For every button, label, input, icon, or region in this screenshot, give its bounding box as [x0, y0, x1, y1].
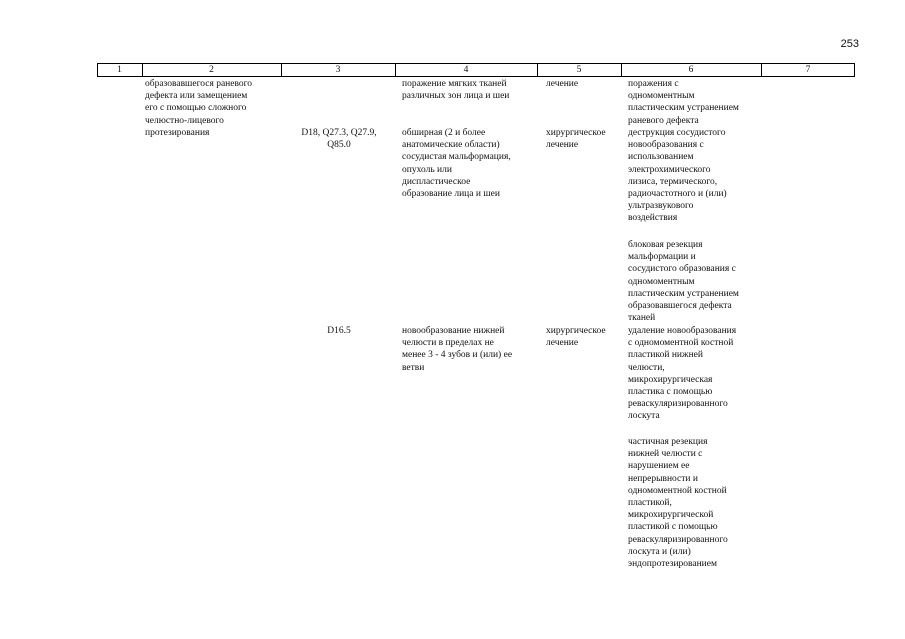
column-header-1: 1	[117, 65, 122, 75]
row3-model-patient: новообразование нижней челюсти в пределах не менее 3 - 4 зубов и (или) ее ветви	[402, 326, 513, 373]
row2-icd-codes: D18, Q27.3, Q27.9, Q85.0	[301, 128, 377, 151]
row1-treatment-type: лечение	[546, 79, 579, 89]
column-header-6: 6	[688, 65, 694, 75]
table-header-row	[97, 63, 855, 77]
column-header-2: 2	[209, 65, 214, 75]
row2-treatment-method-a: деструкция сосудистого новообразования с использованием электрохимического лизиса, термического, радиочастотного и (или) ультразвукового воздействия	[628, 128, 727, 224]
row3-icd-codes: D16.5	[327, 326, 351, 336]
row2-treatment-type: хирургическое лечение	[546, 128, 606, 151]
row1-model-patient: поражение мягких тканей различных зон лица и шеи	[402, 79, 510, 102]
column-header-4: 4	[463, 65, 469, 75]
column-header-7: 7	[805, 65, 811, 75]
method-name-text: образовавшегося раневого дефекта или замещением его с помощью сложного челюстно-лицевого протезирования	[145, 79, 253, 138]
column-header-5: 5	[576, 65, 582, 75]
row2-model-patient: обширная (2 и более анатомические области) сосудистая мальформация, опухоль или диспластическое образование лица и шеи	[402, 128, 511, 200]
row3-treatment-method-b: частичная резекция нижней челюсти с нарушением ее непрерывности и одномоментной костной пластикой, микрохирургической пластикой с помощью реваскуляризированного лоскута и (или) эндопротезированием	[628, 437, 728, 570]
row3-treatment-type: хирургическое лечение	[546, 326, 606, 349]
row2-treatment-method-b: блоковая резекция мальформации и сосудистого образования с одномоментным пластическим устранением образовавшегося дефекта тканей	[628, 240, 739, 324]
column-header-3: 3	[335, 65, 341, 75]
row1-treatment-method: поражения с одномоментным пластическим устранением раневого дефекта	[628, 79, 739, 126]
row3-treatment-method-a: удаление новообразования с одномоментной костной пластикой нижней челюсти, микрохирургическая пластика с помощью реваскуляризированного лоскута	[628, 326, 737, 422]
page-number: 253	[840, 38, 859, 50]
